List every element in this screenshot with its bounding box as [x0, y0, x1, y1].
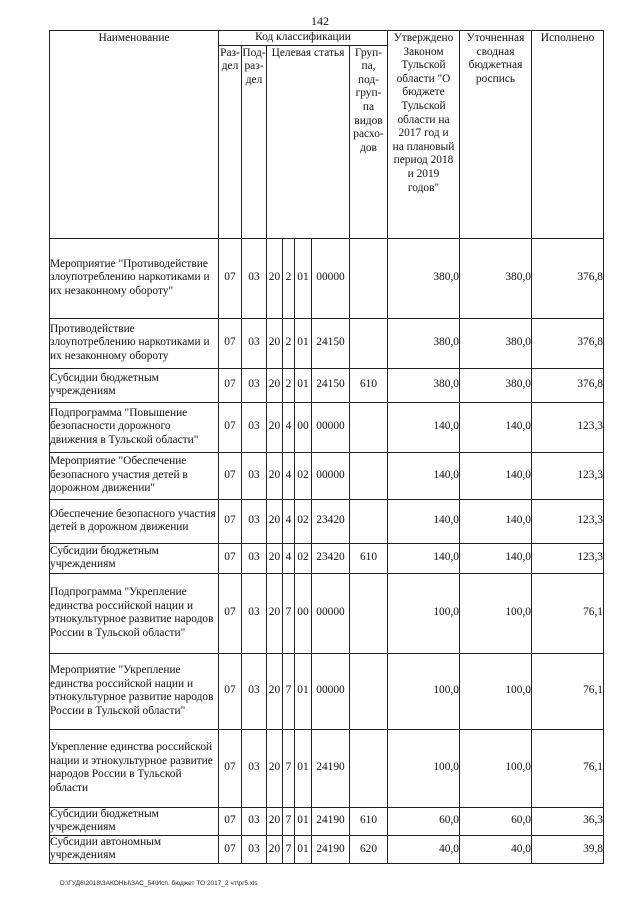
table-row: [50, 653, 604, 729]
row-section: 07: [219, 807, 242, 835]
row-name: Обеспечение безопасного участия детей в дорожном движении: [50, 499, 219, 543]
row-target-program: 20: [267, 573, 283, 653]
row-refined: 100,0: [460, 573, 532, 653]
row-target-event: 01: [295, 653, 312, 729]
row-target-program: 20: [267, 238, 283, 318]
row-refined: 140,0: [460, 499, 532, 543]
table-row: [50, 543, 604, 573]
row-executed: 76,1: [532, 729, 604, 807]
row-executed: 76,1: [532, 573, 604, 653]
row-target-direction: 23420: [312, 543, 350, 573]
row-target-subprogram: 2: [283, 318, 295, 368]
row-target-program: 20: [267, 402, 283, 452]
row-target-event: 02: [295, 452, 312, 499]
row-expense-type: [350, 573, 388, 653]
row-target-direction: 00000: [312, 402, 350, 452]
row-expense-type: [350, 499, 388, 543]
header-name: Наименование: [50, 31, 219, 239]
row-executed: 376,8: [532, 368, 604, 402]
row-approved: 100,0: [388, 729, 460, 807]
row-subsection: 03: [242, 653, 267, 729]
row-target-subprogram: 7: [283, 835, 295, 863]
row-section: 07: [219, 368, 242, 402]
header-target-article: Целевая статья: [267, 45, 350, 238]
row-section: 07: [219, 653, 242, 729]
row-subsection: 03: [242, 238, 267, 318]
row-section: 07: [219, 729, 242, 807]
row-target-direction: 24150: [312, 368, 350, 402]
row-target-subprogram: 7: [283, 729, 295, 807]
row-refined: 100,0: [460, 729, 532, 807]
table-row: [50, 402, 604, 452]
header-approved: Утверждено Законом Тульской области "О бюджете Тульской области на 2017 год и на плановый период 2018 и 2019 годов": [388, 31, 460, 239]
row-target-direction: 00000: [312, 238, 350, 318]
row-name: Укрепление единства российской нации и этнокультурное развитие народов России в Тульской области: [50, 729, 219, 807]
budget-table: [49, 30, 604, 864]
table-row: [50, 318, 604, 368]
row-refined: 140,0: [460, 543, 532, 573]
row-approved: 60,0: [388, 807, 460, 835]
row-name: Мероприятие "Укрепление единства российской нации и этнокультурное развитие народов России в Тульской области": [50, 653, 219, 729]
row-target-event: 01: [295, 729, 312, 807]
row-refined: 380,0: [460, 368, 532, 402]
row-subsection: 03: [242, 835, 267, 863]
row-name: Подпрограмма "Повышение безопасности дорожного движения в Тульской области": [50, 402, 219, 452]
row-approved: 140,0: [388, 402, 460, 452]
row-expense-type: [350, 402, 388, 452]
row-approved: 380,0: [388, 368, 460, 402]
row-approved: 380,0: [388, 238, 460, 318]
row-target-program: 20: [267, 835, 283, 863]
header-code-classification: Код классификации: [219, 31, 388, 46]
row-target-program: 20: [267, 653, 283, 729]
row-target-program: 20: [267, 499, 283, 543]
row-target-direction: 24150: [312, 318, 350, 368]
row-target-subprogram: 4: [283, 452, 295, 499]
row-name: Мероприятие "Обеспечение безопасного участия детей в дорожном движении": [50, 452, 219, 499]
row-section: 07: [219, 238, 242, 318]
row-subsection: 03: [242, 543, 267, 573]
row-target-event: 02: [295, 543, 312, 573]
row-section: 07: [219, 499, 242, 543]
table-row: [50, 452, 604, 499]
table-row: [50, 807, 604, 835]
row-approved: 100,0: [388, 573, 460, 653]
row-subsection: 03: [242, 318, 267, 368]
row-executed: 76,1: [532, 653, 604, 729]
row-approved: 40,0: [388, 835, 460, 863]
row-target-program: 20: [267, 729, 283, 807]
row-section: 07: [219, 835, 242, 863]
row-expense-type: [350, 318, 388, 368]
row-target-program: 20: [267, 368, 283, 402]
row-expense-type: [350, 729, 388, 807]
row-executed: 123,3: [532, 499, 604, 543]
row-refined: 60,0: [460, 807, 532, 835]
row-section: 07: [219, 543, 242, 573]
row-subsection: 03: [242, 368, 267, 402]
row-target-event: 00: [295, 402, 312, 452]
row-subsection: 03: [242, 452, 267, 499]
page-number: 142: [311, 14, 329, 28]
file-path-footer: D:\ГУД6\2018\ЗАКОНЫ\ЗАС_54\Исп. бюджет ТО 2017_2 чт\pr5.xls: [60, 880, 258, 887]
row-target-event: 01: [295, 368, 312, 402]
row-target-direction: 00000: [312, 653, 350, 729]
row-target-subprogram: 4: [283, 402, 295, 452]
row-section: 07: [219, 573, 242, 653]
row-target-subprogram: 4: [283, 499, 295, 543]
row-refined: 100,0: [460, 653, 532, 729]
row-section: 07: [219, 452, 242, 499]
row-subsection: 03: [242, 573, 267, 653]
row-target-direction: 00000: [312, 452, 350, 499]
row-target-subprogram: 7: [283, 807, 295, 835]
row-refined: 140,0: [460, 402, 532, 452]
row-target-event: 01: [295, 807, 312, 835]
row-target-direction: 24190: [312, 835, 350, 863]
row-target-subprogram: 2: [283, 368, 295, 402]
row-name: Субсидии автономным учреждениям: [50, 835, 219, 863]
row-target-direction: 24190: [312, 807, 350, 835]
row-target-event: 02: [295, 499, 312, 543]
row-expense-type: [350, 452, 388, 499]
row-target-subprogram: 4: [283, 543, 295, 573]
row-target-event: 01: [295, 318, 312, 368]
header-executed: Исполнено: [532, 31, 604, 239]
row-subsection: 03: [242, 402, 267, 452]
row-executed: 123,3: [532, 543, 604, 573]
row-section: 07: [219, 402, 242, 452]
row-name: Мероприятие "Противодействие злоупотреблению наркотиками и их незаконному обороту": [50, 238, 219, 318]
row-refined: 40,0: [460, 835, 532, 863]
table-row: [50, 238, 604, 318]
row-expense-type: 610: [350, 543, 388, 573]
row-target-subprogram: 7: [283, 653, 295, 729]
row-expense-type: [350, 653, 388, 729]
row-subsection: 03: [242, 499, 267, 543]
row-executed: 123,3: [532, 452, 604, 499]
row-target-direction: 23420: [312, 499, 350, 543]
row-name: Подпрограмма "Укрепление единства российской нации и этнокультурное развитие народов России в Тульской области": [50, 573, 219, 653]
row-name: Субсидии бюджетным учреждениям: [50, 807, 219, 835]
row-executed: 123,3: [532, 402, 604, 452]
row-target-program: 20: [267, 543, 283, 573]
row-target-direction: 24190: [312, 729, 350, 807]
row-subsection: 03: [242, 807, 267, 835]
row-expense-type: 610: [350, 368, 388, 402]
row-name: Противодействие злоупотреблению наркотиками и их незаконному обороту: [50, 318, 219, 368]
table-row: [50, 573, 604, 653]
table-row: [50, 499, 604, 543]
header-expense-group: Груп- па, под- груп- па видов расхо- дов: [350, 45, 388, 238]
header-section: Раз- дел: [219, 45, 242, 238]
row-executed: 39,8: [532, 835, 604, 863]
row-executed: 376,8: [532, 238, 604, 318]
row-subsection: 03: [242, 729, 267, 807]
row-approved: 140,0: [388, 499, 460, 543]
row-refined: 140,0: [460, 452, 532, 499]
header-subsection: Под- раз- дел: [242, 45, 267, 238]
row-refined: 380,0: [460, 238, 532, 318]
row-target-event: 01: [295, 835, 312, 863]
row-approved: 380,0: [388, 318, 460, 368]
table-row: [50, 835, 604, 863]
row-approved: 140,0: [388, 452, 460, 499]
row-target-event: 00: [295, 573, 312, 653]
row-expense-type: [350, 238, 388, 318]
row-approved: 140,0: [388, 543, 460, 573]
row-executed: 36,3: [532, 807, 604, 835]
row-target-subprogram: 7: [283, 573, 295, 653]
table-row: [50, 368, 604, 402]
row-target-direction: 00000: [312, 573, 350, 653]
row-executed: 376,8: [532, 318, 604, 368]
row-refined: 380,0: [460, 318, 532, 368]
header-refined: Уточненная сводная бюджетная роспись: [460, 31, 532, 239]
row-target-program: 20: [267, 318, 283, 368]
row-target-program: 20: [267, 452, 283, 499]
row-expense-type: 620: [350, 835, 388, 863]
row-approved: 100,0: [388, 653, 460, 729]
row-name: Субсидии бюджетным учреждениям: [50, 543, 219, 573]
row-target-event: 01: [295, 238, 312, 318]
table-row: [50, 729, 604, 807]
row-expense-type: 610: [350, 807, 388, 835]
row-target-program: 20: [267, 807, 283, 835]
row-name: Субсидии бюджетным учреждениям: [50, 368, 219, 402]
row-section: 07: [219, 318, 242, 368]
row-target-subprogram: 2: [283, 238, 295, 318]
